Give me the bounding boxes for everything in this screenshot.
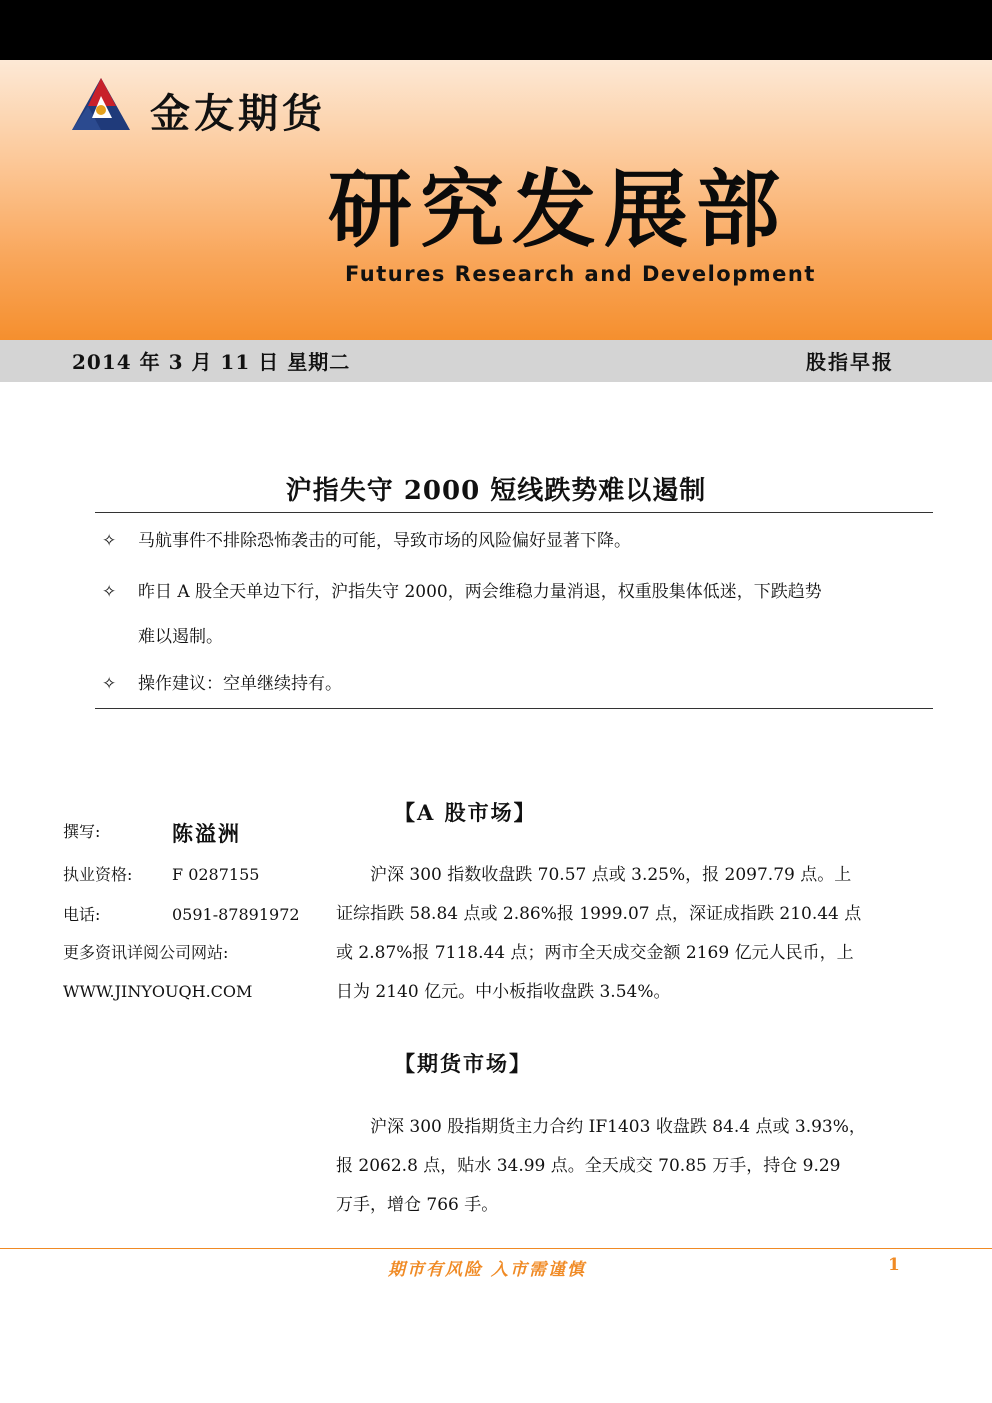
section-title-a-share: 【A 股市场】 [394, 800, 537, 825]
summary-item: 操作建议：空单继续持有。 [138, 674, 342, 694]
futures-paragraph [336, 1108, 902, 1225]
summary-top-rule [95, 512, 933, 513]
license-value: F 0287155 [172, 865, 260, 884]
paragraph-line: 沪深 300 指数收盘跌 70.57 点或 3.25%，报 2097.79 点。上 [336, 865, 852, 885]
writer-name: 陈溢洲 [172, 821, 241, 846]
risk-slogan: 期市有风险 入市需谨慎 [388, 1260, 586, 1280]
section-title-futures: 【期货市场】 [394, 1051, 532, 1076]
phone-value: 0591-87891972 [172, 905, 300, 924]
summary-bottom-rule [95, 708, 933, 709]
brand-name: 金友期货 [150, 91, 326, 137]
website-link[interactable]: WWW.JINYOUQH.COM [63, 982, 253, 1001]
phone-label: 电话: [63, 905, 101, 924]
paragraph-line: 报 2062.8 点，贴水 34.99 点。全天成交 70.85 万手，持仓 9.29 [336, 1156, 841, 1176]
license-label: 执业资格: [63, 865, 133, 884]
summary-item: 昨日 A 股全天单边下行，沪指失守 2000，两会维稳力量消退，权重股集体低迷，下跌趋势 [138, 582, 822, 602]
paragraph-line: 万手，增仓 766 手。 [336, 1195, 499, 1215]
headline: 沪指失守 2000 短线跌势难以遏制 [285, 476, 707, 506]
writer-label: 撰写: [63, 822, 101, 841]
page-number: 1 [888, 1255, 900, 1275]
paragraph-line: 日为 2140 亿元。中小板指收盘跌 3.54%。 [336, 982, 671, 1002]
bullet-icon: ✧ [102, 582, 117, 602]
department-title-en: Futures Research and Development [345, 262, 816, 286]
a-share-paragraph [336, 856, 902, 1012]
bullet-icon: ✧ [102, 531, 117, 551]
summary-item: 马航事件不排除恐怖袭击的可能，导致市场的风险偏好显著下降。 [138, 531, 631, 551]
top-black-bar [0, 0, 992, 60]
department-title: 研究发展部 [328, 160, 789, 259]
paragraph-line: 证综指跌 58.84 点或 2.86%报 1999.07 点，深证成指跌 210.44 点 [336, 904, 862, 924]
paragraph-line: 沪深 300 股指期货主力合约 IF1403 收盘跌 84.4 点或 3.93%， [336, 1117, 866, 1137]
bullet-icon: ✧ [102, 674, 117, 694]
report-date: 2014 年 3 月 11 日 星期二 [72, 350, 351, 374]
triangle-logo-icon [70, 76, 132, 132]
report-type: 股指早报 [806, 350, 894, 374]
footer-rule [0, 1248, 992, 1249]
paragraph-line: 或 2.87%报 7118.44 点；两市全天成交金额 2169 亿元人民币，上 [336, 943, 854, 963]
summary-item-continued: 难以遏制。 [138, 627, 223, 647]
website-label: 更多资讯详阅公司网站: [63, 943, 229, 962]
